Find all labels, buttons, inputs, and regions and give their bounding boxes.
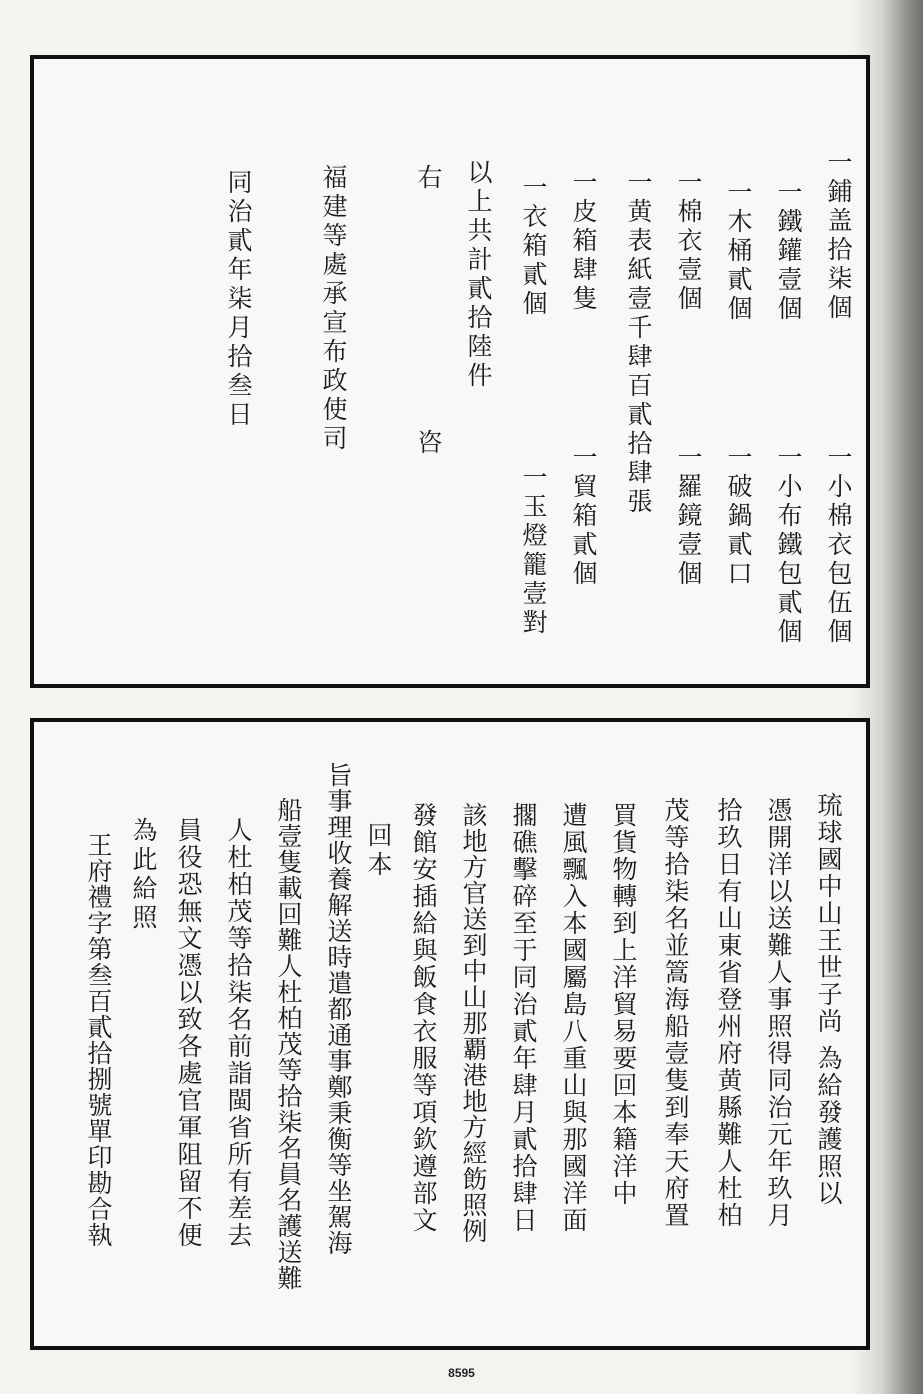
text-column: 一羅鏡壹個 — [674, 444, 703, 589]
text-column: 回本 — [364, 822, 393, 880]
page-number: 8595 — [448, 1366, 475, 1380]
text-column: 一破鍋貳口 — [724, 444, 753, 589]
text-column: 以上共計貳拾陸件 — [464, 159, 493, 391]
text-column: 為此給照 — [129, 817, 158, 933]
zi-mark: 咨 — [414, 429, 443, 458]
text-column: 人杜柏茂等拾柒名前詣閩省所有差去 — [224, 817, 253, 1249]
text-column: 王府禮字第叁百貳拾捌號單印勘合執 — [84, 832, 113, 1248]
text-column: 一衣箱貳個 — [519, 174, 548, 319]
text-column: 員役恐無文憑以致各處官軍阻留不便 — [174, 817, 203, 1249]
text-column: 一木桶貳個 — [724, 179, 753, 324]
lower-document-frame — [30, 718, 870, 1350]
text-column: 琉球國中山王世子尚 為給發護照以 — [814, 792, 843, 1207]
text-column: 該地方官送到中山那覇港地方經飭照例 — [459, 802, 488, 1244]
text-column: 拾玖日有山東省登州府黄縣難人杜柏 — [714, 797, 743, 1229]
text-column: 擱礁擊碎至于同治貳年肆月貳拾肆日 — [509, 802, 538, 1234]
text-column: 一鋪盖拾柒個 — [824, 149, 853, 323]
text-column: 一小棉衣包伍個 — [824, 444, 853, 647]
text-column: 遭風飄入本國屬島八重山與那國洋面 — [559, 802, 588, 1234]
text-column: 一棉衣壹個 — [674, 169, 703, 314]
text-column: 一貿箱貳個 — [569, 444, 598, 589]
text-column: 一小布鐵包貳個 — [774, 444, 803, 647]
text-column: 茂等拾柒名並篙海船壹隻到奉天府置 — [661, 797, 690, 1229]
text-column: 一玉燈籠壹對 — [519, 464, 548, 638]
text-column: 憑開洋以送難人事照得同治元年玖月 — [764, 797, 793, 1229]
issuing-office: 福建等處承宣布政使司 — [319, 164, 348, 454]
upper-document-frame — [30, 55, 870, 688]
text-column: 一皮箱肆隻 — [569, 169, 598, 314]
text-column: 一黄表紙壹千肆百貳拾肆張 — [624, 169, 653, 517]
text-column: 旨事理收養解送時遣都通事鄭秉衡等坐駕海 — [324, 762, 353, 1256]
text-column: 發館安插給與飯食衣服等項欽遵部文 — [409, 802, 438, 1234]
text-column: 船壹隻載回難人杜柏茂等拾柒名員名護送難 — [274, 797, 303, 1291]
text-column: 右 — [414, 164, 443, 193]
text-column: 買貨物轉到上洋貿易要回本籍洋中 — [609, 802, 638, 1207]
document-date: 同治貳年柒月拾叁日 — [224, 169, 253, 430]
text-column: 一鐵鑵壹個 — [774, 179, 803, 324]
